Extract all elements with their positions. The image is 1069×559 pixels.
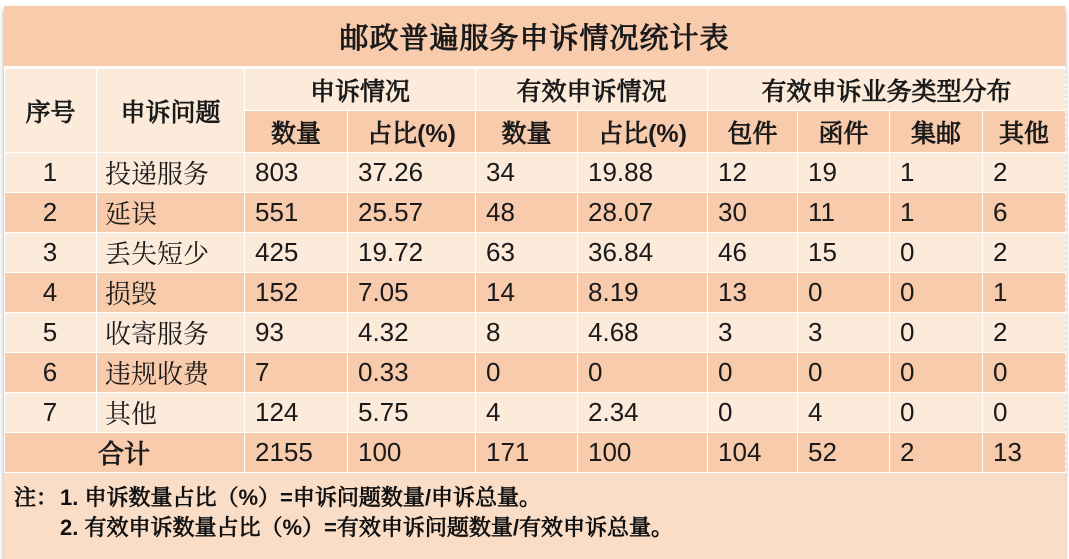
cell-package: 3 bbox=[708, 313, 798, 353]
total-package: 104 bbox=[708, 433, 798, 473]
cell-problem: 延误 bbox=[97, 193, 245, 233]
cell-valid-qty: 14 bbox=[476, 273, 578, 313]
col-group-valid: 有效申诉情况 bbox=[476, 69, 708, 111]
cell-qty: 124 bbox=[245, 393, 348, 433]
col-header-no: 序号 bbox=[5, 69, 97, 153]
cell-package: 13 bbox=[708, 273, 798, 313]
cell-philately: 0 bbox=[890, 353, 983, 393]
total-other: 13 bbox=[983, 433, 1066, 473]
cell-valid-qty: 0 bbox=[476, 353, 578, 393]
cell-problem: 损毁 bbox=[97, 273, 245, 313]
cell-valid-pct: 2.34 bbox=[578, 393, 708, 433]
col-header-pct: 占比(%) bbox=[348, 111, 476, 153]
cell-pct: 0.33 bbox=[348, 353, 476, 393]
header-group-row bbox=[5, 69, 1066, 111]
cell-problem: 违规收费 bbox=[97, 353, 245, 393]
table-row bbox=[5, 273, 1066, 313]
footnotes bbox=[4, 473, 1065, 559]
col-header-problem: 申诉问题 bbox=[97, 69, 245, 153]
cell-pct: 4.32 bbox=[348, 313, 476, 353]
cell-valid-qty: 34 bbox=[476, 153, 578, 193]
cell-letter: 11 bbox=[798, 193, 890, 233]
table-body bbox=[5, 153, 1066, 473]
table-row bbox=[5, 193, 1066, 233]
cell-package: 0 bbox=[708, 393, 798, 433]
cell-philately: 1 bbox=[890, 193, 983, 233]
cell-philately: 0 bbox=[890, 233, 983, 273]
total-label: 合计 bbox=[5, 433, 245, 473]
col-header-valid-pct: 占比(%) bbox=[578, 111, 708, 153]
cell-no: 1 bbox=[5, 153, 97, 193]
total-qty: 2155 bbox=[245, 433, 348, 473]
cell-valid-qty: 8 bbox=[476, 313, 578, 353]
table-row bbox=[5, 393, 1066, 433]
col-header-philately: 集邮 bbox=[890, 111, 983, 153]
total-row bbox=[5, 433, 1066, 473]
cell-qty: 425 bbox=[245, 233, 348, 273]
cell-package: 12 bbox=[708, 153, 798, 193]
cell-other: 1 bbox=[983, 273, 1066, 313]
cell-other: 0 bbox=[983, 393, 1066, 433]
col-header-other: 其他 bbox=[983, 111, 1066, 153]
cell-no: 2 bbox=[5, 193, 97, 233]
table-row bbox=[5, 153, 1066, 193]
cell-qty: 551 bbox=[245, 193, 348, 233]
cell-no: 6 bbox=[5, 353, 97, 393]
cell-philately: 1 bbox=[890, 153, 983, 193]
footnote-2 bbox=[60, 513, 1055, 543]
cell-pct: 7.05 bbox=[348, 273, 476, 313]
col-header-package: 包件 bbox=[708, 111, 798, 153]
cell-qty: 7 bbox=[245, 353, 348, 393]
cell-other: 6 bbox=[983, 193, 1066, 233]
cell-letter: 0 bbox=[798, 273, 890, 313]
cell-qty: 93 bbox=[245, 313, 348, 353]
cell-valid-pct: 36.84 bbox=[578, 233, 708, 273]
cell-other: 2 bbox=[983, 313, 1066, 353]
cell-other: 2 bbox=[983, 153, 1066, 193]
cell-valid-pct: 19.88 bbox=[578, 153, 708, 193]
cell-package: 30 bbox=[708, 193, 798, 233]
total-pct: 100 bbox=[348, 433, 476, 473]
cell-pct: 37.26 bbox=[348, 153, 476, 193]
cell-valid-qty: 4 bbox=[476, 393, 578, 433]
col-header-qty: 数量 bbox=[245, 111, 348, 153]
cell-philately: 0 bbox=[890, 313, 983, 353]
cell-no: 4 bbox=[5, 273, 97, 313]
footnote-1-text: 1. 申诉数量占比（%）=申诉问题数量/申诉总量。 bbox=[60, 485, 541, 510]
complaints-table bbox=[4, 68, 1066, 473]
cell-pct: 5.75 bbox=[348, 393, 476, 433]
cell-package: 0 bbox=[708, 353, 798, 393]
cell-qty: 152 bbox=[245, 273, 348, 313]
col-group-type: 有效申诉业务类型分布 bbox=[708, 69, 1066, 111]
cell-no: 5 bbox=[5, 313, 97, 353]
total-letter: 52 bbox=[798, 433, 890, 473]
cell-valid-pct: 0 bbox=[578, 353, 708, 393]
cell-letter: 3 bbox=[798, 313, 890, 353]
cell-pct: 19.72 bbox=[348, 233, 476, 273]
cell-valid-qty: 63 bbox=[476, 233, 578, 273]
cell-qty: 803 bbox=[245, 153, 348, 193]
footnote-1 bbox=[14, 483, 1055, 513]
cell-letter: 4 bbox=[798, 393, 890, 433]
table-row bbox=[5, 353, 1066, 393]
cell-philately: 0 bbox=[890, 273, 983, 313]
total-philately: 2 bbox=[890, 433, 983, 473]
table-header bbox=[5, 69, 1066, 153]
total-valid-pct: 100 bbox=[578, 433, 708, 473]
cell-valid-pct: 4.68 bbox=[578, 313, 708, 353]
cell-other: 2 bbox=[983, 233, 1066, 273]
cell-problem: 收寄服务 bbox=[97, 313, 245, 353]
col-group-complaint: 申诉情况 bbox=[245, 69, 476, 111]
table-row bbox=[5, 233, 1066, 273]
cell-other: 0 bbox=[983, 353, 1066, 393]
footnote-prefix: 注： bbox=[14, 485, 59, 510]
stats-card bbox=[4, 6, 1065, 559]
col-header-valid-qty: 数量 bbox=[476, 111, 578, 153]
col-header-letter: 函件 bbox=[798, 111, 890, 153]
total-valid-qty: 171 bbox=[476, 433, 578, 473]
cell-letter: 15 bbox=[798, 233, 890, 273]
cell-valid-pct: 8.19 bbox=[578, 273, 708, 313]
cell-problem: 投递服务 bbox=[97, 153, 245, 193]
table-row bbox=[5, 313, 1066, 353]
cell-valid-qty: 48 bbox=[476, 193, 578, 233]
cell-no: 7 bbox=[5, 393, 97, 433]
cell-philately: 0 bbox=[890, 393, 983, 433]
cell-pct: 25.57 bbox=[348, 193, 476, 233]
cell-letter: 19 bbox=[798, 153, 890, 193]
cell-valid-pct: 28.07 bbox=[578, 193, 708, 233]
footnote-2-text: 2. 有效申诉数量占比（%）=有效申诉问题数量/有效申诉总量。 bbox=[60, 515, 673, 540]
page-title: 邮政普遍服务申诉情况统计表 bbox=[4, 6, 1065, 68]
cell-no: 3 bbox=[5, 233, 97, 273]
cell-problem: 丢失短少 bbox=[97, 233, 245, 273]
cell-letter: 0 bbox=[798, 353, 890, 393]
cell-package: 46 bbox=[708, 233, 798, 273]
cell-problem: 其他 bbox=[97, 393, 245, 433]
